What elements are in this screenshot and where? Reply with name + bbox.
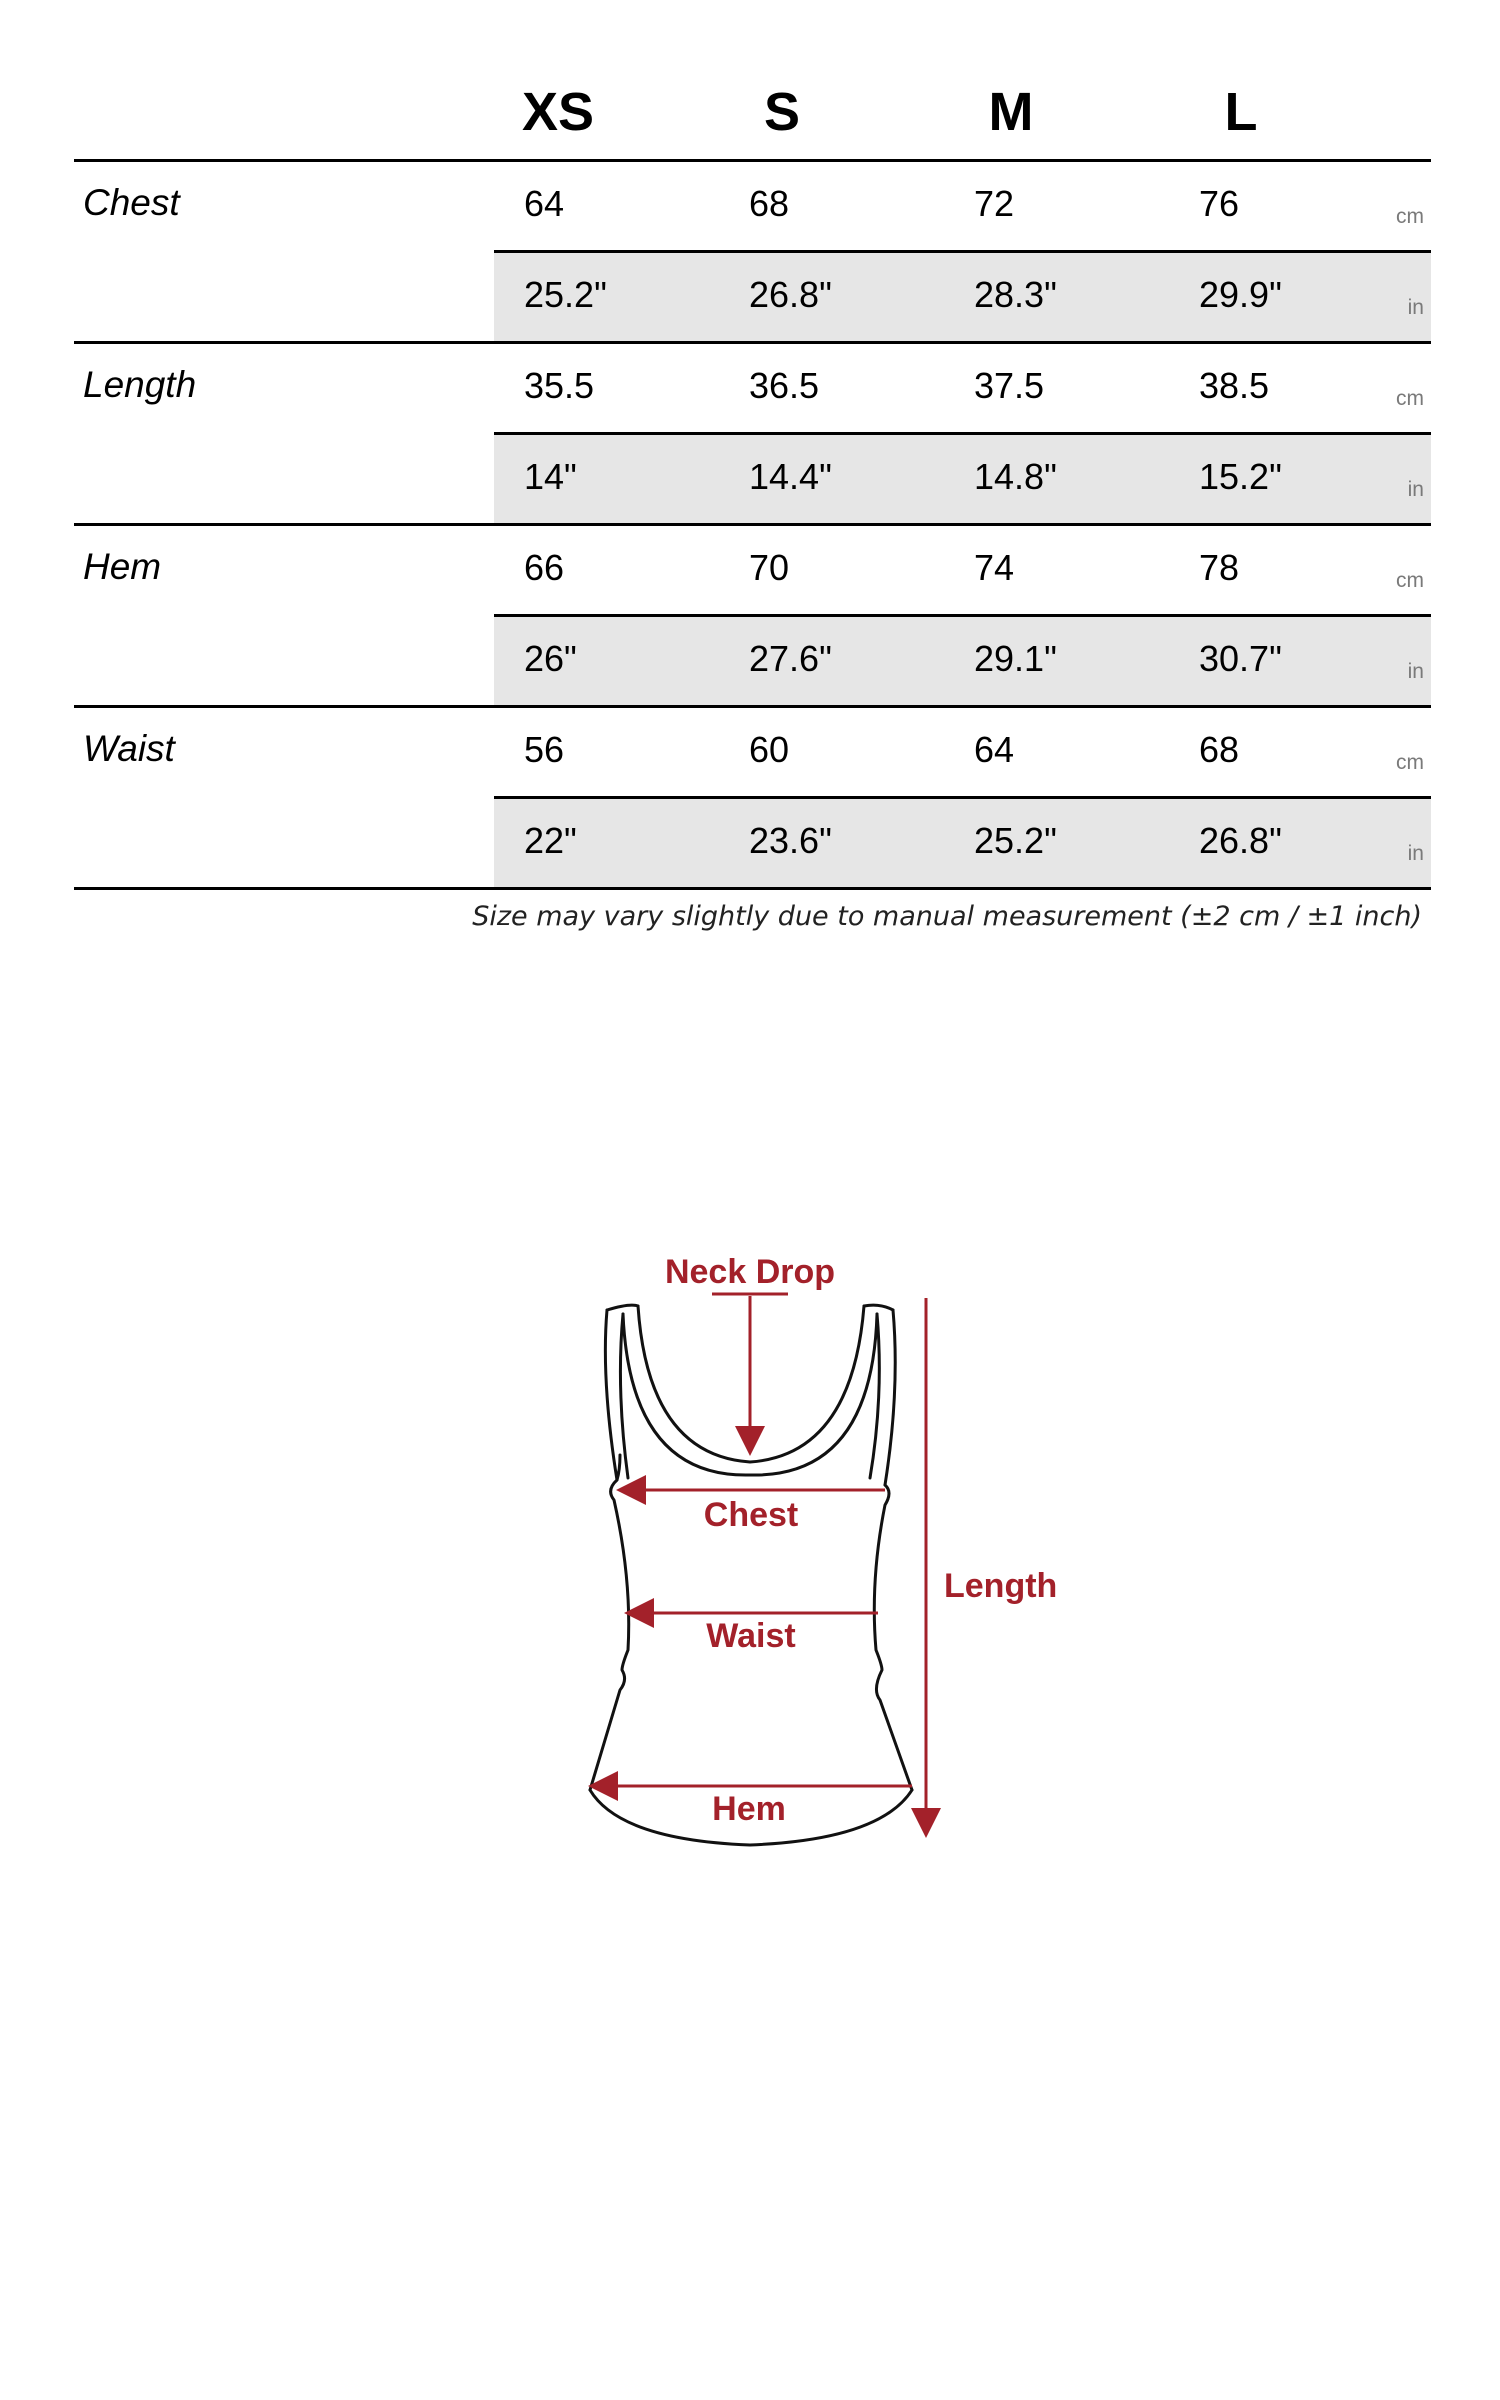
table-cell: 68 [1199, 729, 1240, 770]
table-cell: 26.8" [1199, 820, 1282, 861]
table-cell: 14" [524, 456, 577, 497]
table-cell: 23.6" [749, 820, 832, 861]
table-cell: 28.3" [974, 274, 1057, 315]
unit-label-in: in [1407, 296, 1424, 319]
table-cell: 22" [524, 820, 577, 861]
table-cell: 29.9" [1199, 274, 1282, 315]
table-cell: 66 [524, 547, 565, 588]
table-cell: 26" [524, 638, 577, 679]
row-label-hem: Hem [83, 546, 162, 587]
table-cell: 38.5 [1199, 365, 1270, 406]
diagram-label-waist: Waist [706, 1617, 796, 1655]
size-header-xs: XS [521, 82, 595, 142]
table-cell: 26.8" [749, 274, 832, 315]
table-cell: 27.6" [749, 638, 832, 679]
measurement-note: Size may vary slightly due to manual measurement (±2 cm / ±1 inch) [472, 901, 1422, 932]
table-cell: 76 [1199, 183, 1240, 224]
table-cell: 30.7" [1199, 638, 1282, 679]
unit-label-in: in [1407, 660, 1424, 683]
table-cell: 25.2" [974, 820, 1057, 861]
diagram-label-hem: Hem [712, 1790, 786, 1828]
table-cell: 35.5 [524, 365, 595, 406]
size-header-l: L [1224, 82, 1258, 142]
diagram-label-chest: Chest [703, 1496, 799, 1534]
unit-label-cm: cm [1396, 569, 1424, 592]
table-cell: 25.2" [524, 274, 607, 315]
table-cell: 70 [749, 547, 790, 588]
table-cell: 74 [974, 547, 1015, 588]
table-cell: 14.8" [974, 456, 1057, 497]
table-cell: 78 [1199, 547, 1240, 588]
table-cell: 72 [974, 183, 1015, 224]
table-cell: 64 [524, 183, 565, 224]
unit-label-in: in [1407, 842, 1424, 865]
unit-label-in: in [1407, 478, 1424, 501]
table-cell: 56 [524, 729, 565, 770]
table-cell: 36.5 [749, 365, 820, 406]
size-header-m: M [988, 82, 1034, 142]
row-label-waist: Waist [83, 728, 175, 769]
diagram-label-neck-drop: Neck Drop [664, 1253, 836, 1291]
unit-label-cm: cm [1396, 205, 1424, 228]
table-cell: 68 [749, 183, 790, 224]
table-cell: 29.1" [974, 638, 1057, 679]
unit-label-cm: cm [1396, 751, 1424, 774]
unit-label-cm: cm [1396, 387, 1424, 410]
row-label-chest: Chest [83, 182, 180, 223]
table-cell: 15.2" [1199, 456, 1282, 497]
table-cell: 14.4" [749, 456, 832, 497]
table-cell: 37.5 [974, 365, 1045, 406]
table-cell: 64 [974, 729, 1015, 770]
diagram-label-length: Length [944, 1567, 1058, 1605]
size-header-s: S [763, 82, 801, 142]
table-cell: 60 [749, 729, 790, 770]
row-label-length: Length [83, 364, 197, 405]
